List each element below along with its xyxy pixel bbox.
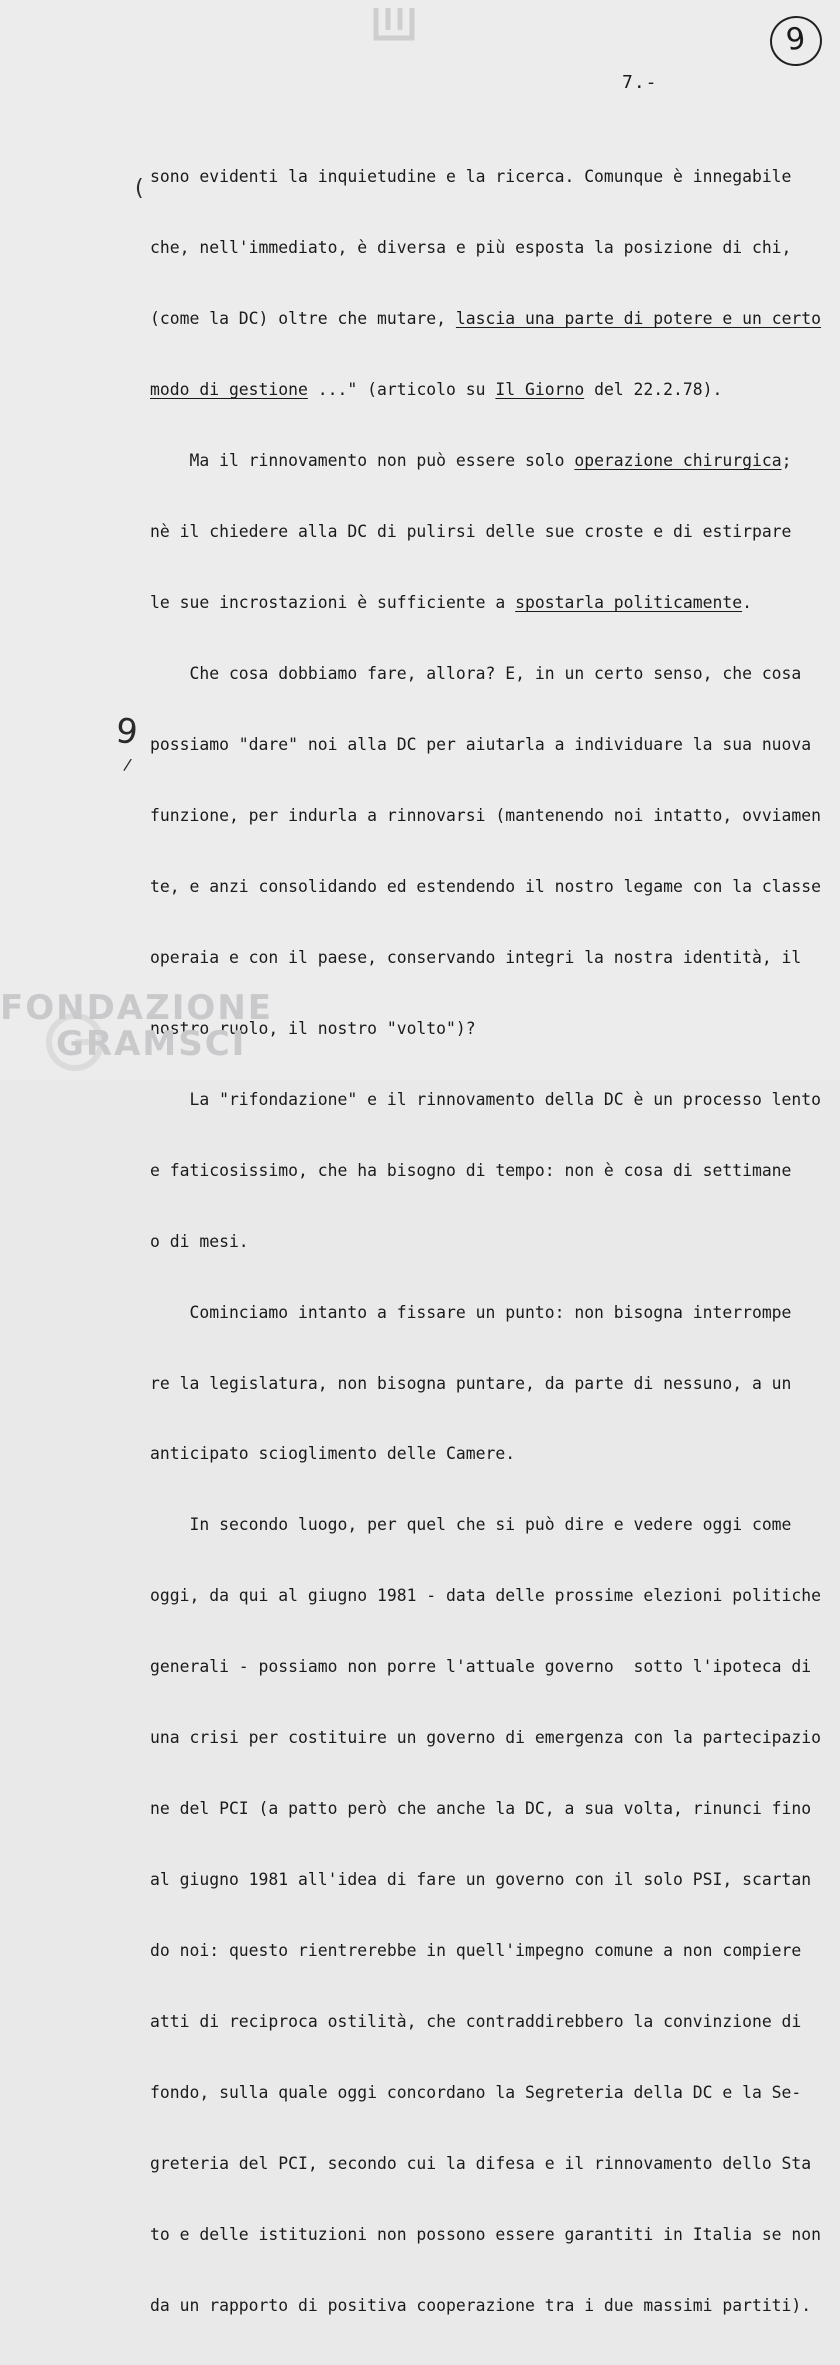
text-line: nè il chiedere alla DC di pulirsi delle sue croste e di estirpare: [150, 522, 792, 542]
text-line: In secondo luogo, per quel che si può dire e vedere oggi come: [150, 1515, 792, 1535]
text-line: fondo, sulla quale oggi concordano la Segreteria della DC e la Se-: [150, 2083, 802, 2103]
underlined-phrase: lascia una parte di potere e un certo: [455, 309, 822, 329]
text-line: oggi, da qui al giugno 1981 - data delle prossime elezioni politiche: [150, 1586, 822, 1606]
text-line: le sue incrostazioni è sufficiente a spostarla politicamente.: [150, 593, 752, 613]
text-line: al giugno 1981 all'idea di fare un governo con il solo PSI, scartan: [150, 1870, 812, 1890]
text-line: do noi: questo rientrerebbe in quell'impegno comune a non compiere: [150, 1941, 802, 1961]
circled-page-number: 9: [767, 13, 825, 70]
foundation-watermark: [0, 990, 273, 1062]
margin-bracket: (: [135, 176, 144, 201]
underlined-phrase: spostarla politicamente: [515, 593, 743, 613]
text-line: una crisi per costituire un governo di emergenza con la partecipazio: [150, 1728, 822, 1748]
text-line: te, e anzi consolidando ed estendendo il nostro legame con la classe: [150, 876, 822, 896]
watermark-line-1: FONDAZIONE: [0, 988, 274, 1028]
underlined-phrase: modo di gestione: [150, 380, 308, 400]
text-line: Cominciamo intanto a fissare un punto: non bisogna interrompe: [150, 1302, 792, 1322]
text-line: nostro ruolo, il nostro "volto")?: [150, 1018, 476, 1038]
text-line: greteria del PCI, secondo cui la difesa e il rinnovamento dello Sta: [150, 2154, 812, 2173]
text-line: funzione, per indurla a rinnovarsi (mantenendo noi intatto, ovviamen: [150, 805, 822, 825]
text-line: da un rapporto di positiva cooperazione tra i due massimi partiti).: [150, 2295, 812, 2315]
newspaper-title: Il Giorno: [495, 380, 585, 400]
text-line: La "rifondazione" e il rinnovamento della DC è un processo lento: [150, 1089, 822, 1109]
text-line: operaia e con il paese, conservando integri la nostra identità, il: [150, 947, 802, 967]
text-line: possiamo "dare" noi alla DC per aiutarla a individuare la sua nuova: [150, 734, 812, 754]
text-line: e faticosissimo, che ha bisogno di tempo: non è cosa di settimane: [150, 1160, 792, 1180]
text-line: to e delle istituzioni non possono essere garantiti in Italia se non: [150, 2224, 822, 2244]
underlined-phrase: operazione chirurgica: [574, 451, 782, 471]
text-line: generali - possiamo non porre l'attuale governo sotto l'ipoteca di: [150, 1657, 812, 1677]
page-number: 7.-: [622, 72, 658, 93]
text-line: Che cosa dobbiamo fare, allora? E, in un certo senso, che cosa: [150, 663, 802, 683]
text-line: (come la DC) oltre che mutare, lascia una parte di potere e un certo: [150, 309, 822, 329]
text-line: modo di gestione ..." (articolo su Il Giorno del 22.2.78).: [150, 380, 723, 400]
text-line: atti di reciproca ostilità, che contraddirebbero la convinzione di: [150, 2012, 802, 2032]
archive-logo-icon: [372, 6, 416, 42]
text-line: o di mesi.: [150, 1231, 249, 1251]
text-line: re la legislatura, non bisogna puntare, da parte di nessuno, a un: [150, 1373, 792, 1393]
text-line: anticipato scioglimento delle Camere.: [150, 1444, 516, 1464]
text-line: sono evidenti la inquietudine e la ricerca. Comunque è innegabile: [150, 167, 792, 187]
text-line: ne del PCI (a patto però che anche la DC, a sua volta, rinunci fino: [150, 1799, 812, 1819]
text-line: Ma il rinnovamento non può essere solo operazione chirurgica;: [150, 451, 792, 471]
typed-body-text: [150, 118, 830, 2365]
watermark-line-2: GRAMSCI: [56, 1024, 247, 1064]
margin-handwritten-mark: 9: [113, 710, 140, 754]
margin-tick-mark: /: [122, 754, 133, 775]
text-line: che, nell'immediato, è diversa e più esposta la posizione di chi,: [150, 238, 792, 258]
